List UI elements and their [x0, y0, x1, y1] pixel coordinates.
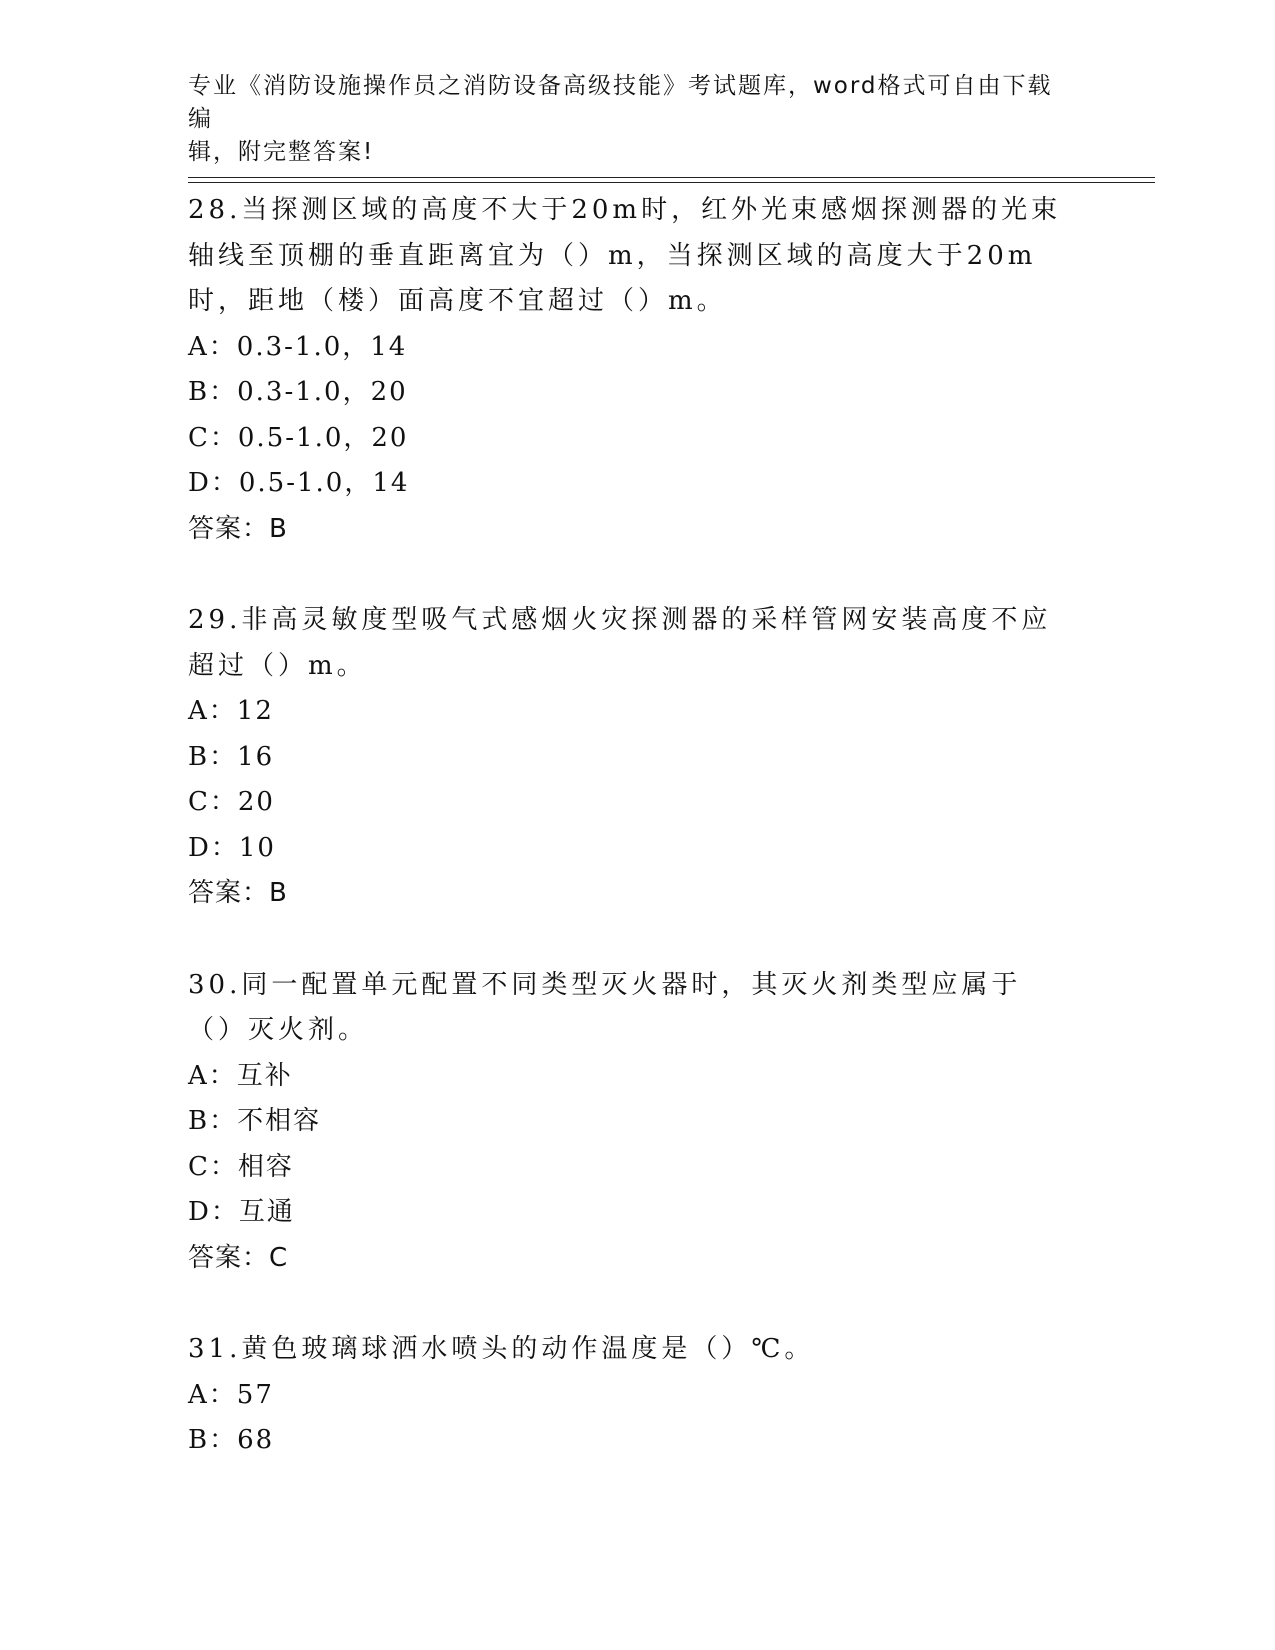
question-stem: 31.黄色玻璃球洒水喷头的动作温度是（）℃。	[188, 1334, 815, 1364]
question-stem: 29.非高灵敏度型吸气式感烟火灾探测器的采样管网安装高度不应超过（）m。	[188, 605, 1052, 681]
option-d: D：互通	[188, 1197, 295, 1227]
page-header	[188, 70, 1068, 169]
option-a: A：互补	[188, 1060, 293, 1091]
option-b: B：0.3-1.0，20	[188, 377, 408, 407]
option-a: A：12	[188, 696, 274, 726]
answer-label: 答案：C	[188, 1242, 289, 1273]
option-c: C：相容	[188, 1151, 294, 1182]
question-28	[188, 188, 1068, 552]
option-a: A：57	[188, 1379, 274, 1410]
answer-label: 答案：B	[188, 878, 288, 908]
question-list	[188, 188, 1068, 1510]
header-line-1: 专业《消防设施操作员之消防设备高级技能》考试题库，word格式可自由下载编	[188, 73, 1053, 132]
option-a: A：0.3-1.0，14	[188, 331, 408, 362]
option-c: C：20	[188, 787, 275, 817]
answer-label: 答案：B	[188, 513, 288, 544]
option-b: B：16	[188, 741, 275, 772]
option-c: C：0.5-1.0，20	[188, 422, 409, 453]
option-d: D：10	[188, 832, 276, 863]
question-29	[188, 598, 1068, 917]
option-b: B：68	[188, 1425, 275, 1455]
question-30	[188, 963, 1068, 1282]
question-31	[188, 1327, 1068, 1464]
question-stem: 28.当探测区域的高度不大于20m时，红外光束感烟探测器的光束轴线至顶棚的垂直距离宜为（）m，当探测区域的高度大于20m时，距地（楼）面高度不宜超过（）m。	[188, 195, 1062, 316]
header-divider-bottom	[188, 182, 1155, 183]
header-divider-top	[188, 177, 1155, 178]
option-b: B：不相容	[188, 1106, 322, 1136]
header-line-2: 辑，附完整答案!	[188, 139, 375, 165]
question-stem: 30.同一配置单元配置不同类型灭火器时，其灭火剂类型应属于（）灭火剂。	[188, 969, 1022, 1045]
option-d: D：0.5-1.0，14	[188, 468, 410, 498]
